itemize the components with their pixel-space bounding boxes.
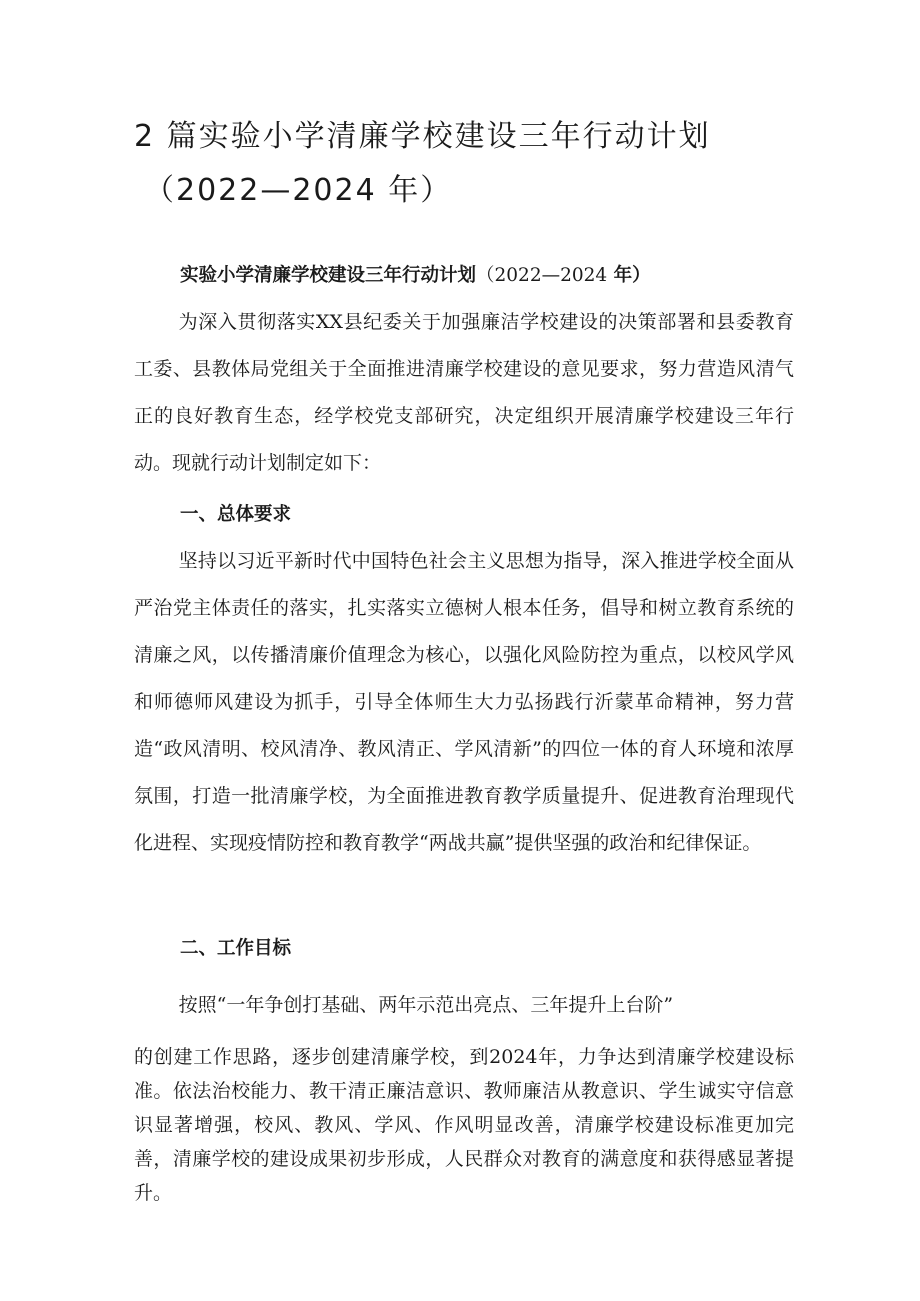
section-heading-work-goals: 二、工作目标 — [180, 938, 292, 959]
document-subtitle — [180, 252, 651, 300]
document-title-line-2: （2022—2024 年） — [144, 173, 453, 208]
section-body-work-goals: 的创建工作思路，逐步创建清廉学校，到2024年，力争达到清廉学校建设标准。依法治校能力、教干清正廉洁意识、教师廉洁从教意识、学生诚实守信意识显著增强，校风、教风、学风、作风明显改善，清廉学校建设标准更加完善，清廉学校的建设成果初步形成，人民群众对教育的满意度和获得感显著提升。 — [134, 1046, 794, 1204]
section-heading-overall-requirements: 一、总体要求 — [180, 504, 292, 525]
subtitle-main: 实验小学清廉学校建设三年行动计划 — [180, 265, 477, 286]
subtitle-tail: 年） — [607, 265, 651, 286]
intro-paragraph: 为深入贯彻落实XX县纪委关于加强廉洁学校建设的决策部署和县委教育工委、县教体局党组关于全面推进清廉学校建设的意见要求，努力营造风清气正的良好教育生态，经学校党支部研究，决定组织开展清廉学校建设三年行动。现就行动计划制定如下： — [134, 311, 794, 474]
document-title — [134, 110, 834, 218]
section-body-overall-requirements: 坚持以习近平新时代中国特色社会主义思想为指导，深入推进学校全面从严治党主体责任的落实，扎实落实立德树人根本任务，倡导和树立教育系统的清廉之风，以传播清廉价值理念为核心，以强化风险防控为重点，以校风学风和师德师风建设为抓手，引导全体师生大力弘扬践行沂蒙革命精神，努力营造“政风清明、校风清净、教风清正、学风清新”的四位一体的育人环境和浓厚氛围，打造一批清廉学校，为全面推进教育教学质量提升、促进教育治理现代化进程、实现疫情防控和教育教学“两战共赢”提供坚强的政治和纪律保证。 — [134, 550, 794, 854]
document-title-line-1: 2 篇实验小学清廉学校建设三年行动计划 — [134, 119, 711, 154]
subtitle-year: （2022—2024 — [476, 265, 608, 286]
section-body-work-goals-first-line: 按照“一年争创打基础、两年示范出亮点、三年提升上台阶” — [178, 994, 674, 1016]
